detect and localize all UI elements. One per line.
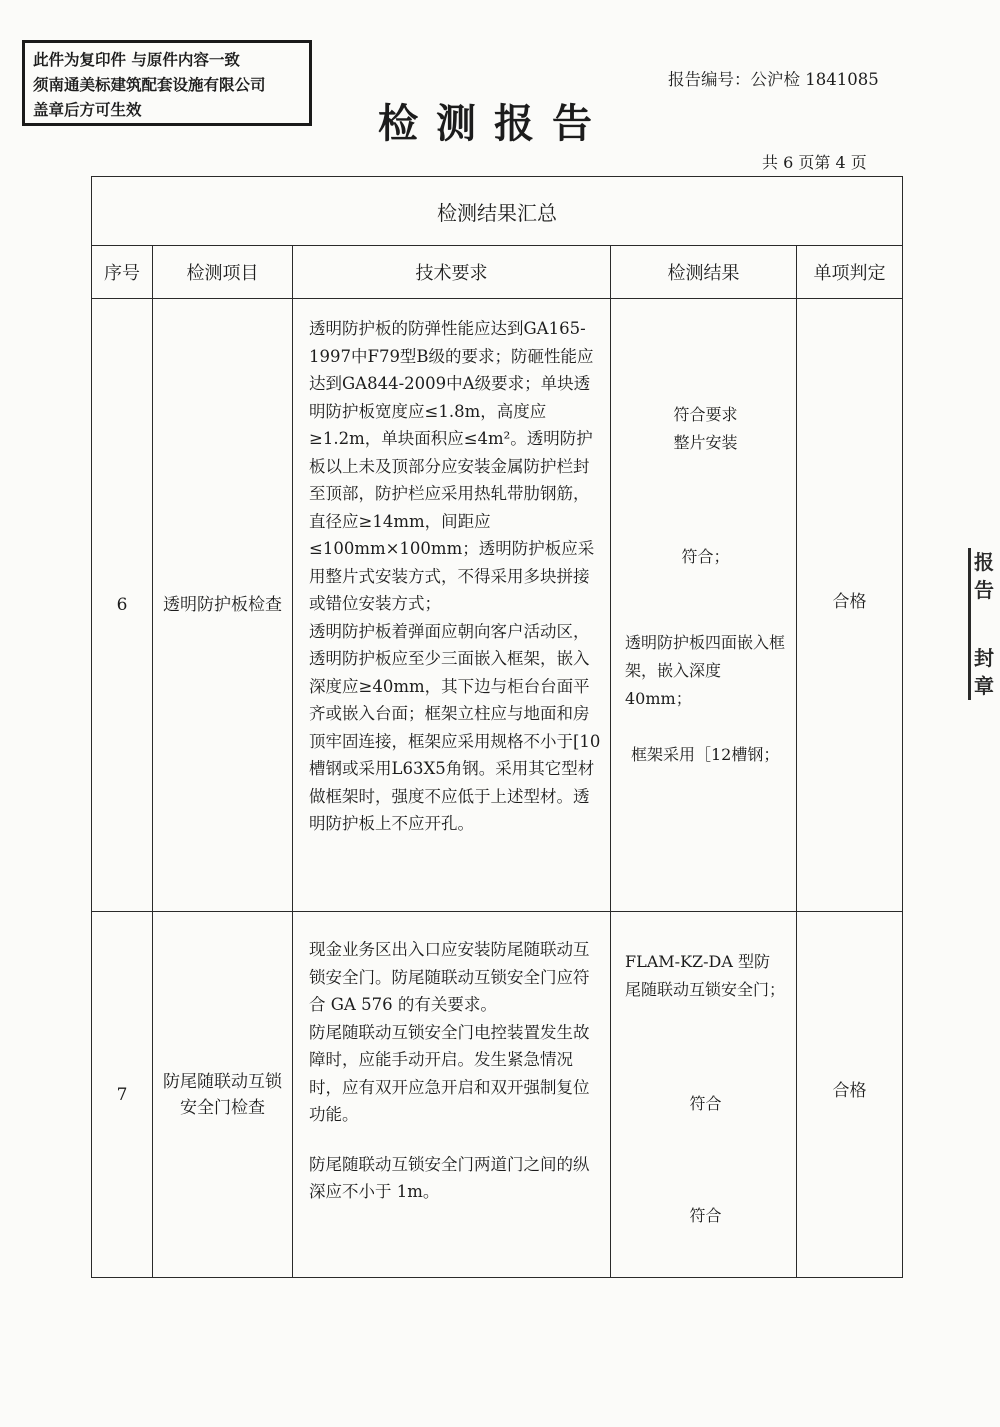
row-judgement [797, 299, 903, 912]
result-line: 框架采用［12槽钢； [631, 745, 780, 764]
requirement-paragraph: 透明防护板着弹面应朝向客户活动区，透明防护板应至少三面嵌入框架，嵌入深度应≥40mm，其下边与柜台台面平齐或嵌入台面；框架立柱应与地面和房顶牢固连接，框架应采用规格不小于[10 槽钢或采用L63X5角钢。采用其它型材做框架时，强度不应低于上述型材。透明防护板上不应开孔。 [309, 621, 601, 833]
report-number: 报告编号：公沪检 1841085 [668, 70, 879, 89]
row-result [611, 912, 797, 1278]
stamp-line-1: 此件为复印件 与原件内容一致 [33, 51, 240, 69]
paragraph-gap [309, 1129, 604, 1151]
seal-gap [974, 604, 1000, 644]
seal-char: 封 [974, 646, 994, 670]
row-item: 透明防护板检查 [153, 299, 293, 912]
stamp-line-2: 须南通美标建筑配套设施有限公司 [33, 76, 266, 94]
page-title: 检测报告 [378, 100, 610, 147]
requirement-paragraph: 透明防护板的防弹性能应达到GA165-1997中F79型B级的要求；防砸性能应达到GA844-2009中A级要求；单块透明防护板宽度应≤1.8m，高度应≥1.2m，单块面积应≤4m²。透明防护板以上未及顶部分应安装金属防护栏封至顶部，防护栏应采用热轧带肋钢筋，直径应≥14mm，间距应≤100mm×100mm；透明防护板应采用整片式安装方式，不得采用多块拼接或错位安装方式； [309, 319, 595, 613]
seal-char: 章 [974, 674, 994, 698]
seal-mark-fragment [968, 548, 1000, 700]
row-result [611, 299, 797, 912]
row-number: 7 [92, 912, 153, 1278]
stamp-line-3: 盖章后方可生效 [33, 101, 142, 119]
results-summary-table [91, 176, 903, 1278]
row-requirement [293, 299, 611, 912]
requirement-paragraph: 现金业务区出入口应安装防尾随联动互锁安全门。防尾随联动互锁安全门应符合 GA 576 的有关要求。 [309, 940, 590, 1014]
col-header-result: 检测结果 [611, 246, 797, 299]
row-number: 6 [92, 299, 153, 912]
result-line: 符合 [689, 1094, 722, 1113]
seal-char: 告 [974, 578, 994, 602]
judgement-value: 合格 [832, 1081, 867, 1101]
judgement-value: 合格 [832, 592, 867, 612]
result-line: 符合 [689, 1206, 722, 1225]
requirement-paragraph: 防尾随联动互锁安全门电控装置发生故障时，应能手动开启。发生紧急情况时，应有双开应急开启和双开强制复位功能。 [309, 1022, 590, 1124]
row-item: 防尾随联动互锁安全门检查 [153, 912, 293, 1278]
table-row [92, 912, 903, 1278]
result-line: 整片安装 [673, 433, 738, 452]
col-header-requirement: 技术要求 [293, 246, 611, 299]
seal-char: 报 [974, 550, 994, 574]
table-caption: 检测结果汇总 [92, 177, 903, 246]
col-header-item: 检测项目 [153, 246, 293, 299]
result-line: FLAM-KZ-DA 型防尾随联动互锁安全门； [625, 952, 786, 999]
copy-notice-stamp [22, 40, 312, 126]
result-line: 透明防护板四面嵌入框架，嵌入深度40mm； [625, 633, 786, 708]
row-requirement [293, 912, 611, 1278]
requirement-paragraph: 防尾随联动互锁安全门两道门之间的纵深应不小于 1m。 [309, 1154, 590, 1201]
page-counter: 共 6 页第 4 页 [762, 153, 867, 172]
col-header-judgement: 单项判定 [797, 246, 903, 299]
result-line: 符合； [681, 547, 730, 566]
result-line: 符合要求 [673, 405, 738, 424]
col-header-no: 序号 [92, 246, 153, 299]
table-row [92, 299, 903, 912]
row-judgement [797, 912, 903, 1278]
